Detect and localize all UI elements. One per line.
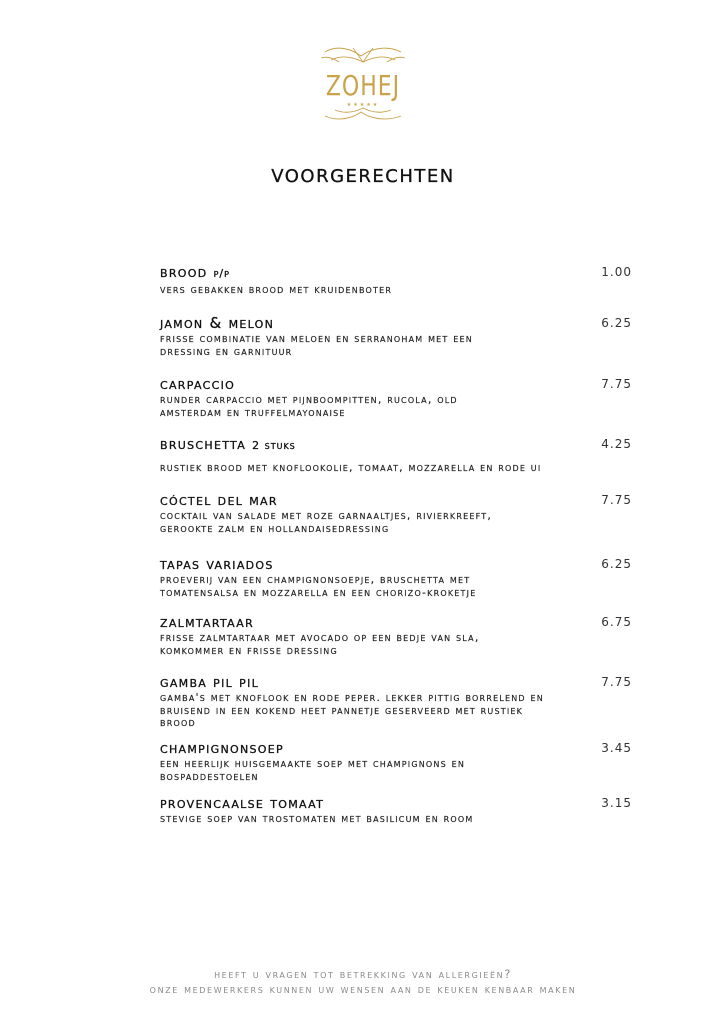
item-price: 3.45 [601, 741, 632, 755]
allergy-notice-line-2: onze medewerkers kunnen uw wensen aan de keuken kenbaar maken [149, 982, 577, 996]
item-name: cóctel del mar [160, 491, 278, 509]
item-name: carpaccio [160, 375, 236, 393]
item-name: jamon & melon [160, 314, 275, 332]
svg-text:★★★★★: ★★★★★ [346, 102, 380, 108]
item-price: 7.75 [601, 377, 632, 391]
item-description: frisse zalmtartaar met avocado op een bedje van sla, komkommer en frisse dressing [160, 631, 480, 657]
brand-logo [313, 40, 413, 125]
svg-text:ZOHEJ: ZOHEJ [325, 69, 401, 102]
menu-item-coctel-del-mar [160, 491, 632, 535]
item-price: 6.25 [601, 557, 632, 571]
item-description: gamba's met knoflook en rode peper. lekker pittig borrelend en bruisend in een kokend heet pannetje geserveerd met rustiek brood [160, 691, 544, 729]
menu-item-provencaalse-tomaat [160, 794, 632, 826]
item-price: 6.25 [601, 316, 632, 330]
item-price: 6.75 [601, 615, 632, 629]
item-name: brood [160, 263, 208, 281]
menu-item-brood [160, 263, 632, 297]
item-description: frisse combinatie van meloen en serranoham met een dressing en garnituur [160, 332, 473, 358]
item-description: cocktail van salade met roze garnaaltjes, rivierkreeft, gerookte zalm en hollandaisedressing [160, 509, 493, 535]
menu-item-jamon-melon [160, 314, 632, 358]
item-price: 7.75 [601, 675, 632, 689]
menu-item-tapas-variados [160, 555, 632, 599]
item-price: 7.75 [601, 493, 632, 507]
item-price: 3.15 [601, 796, 632, 810]
item-name: provencaalse tomaat [160, 794, 325, 812]
item-description: stevige soep van trostomaten met basilicum en room [160, 812, 474, 825]
item-description: proeverij van een champignonsoepje, bruschetta met tomatensalsa en mozzarella en een chorizo-kroketje [160, 573, 477, 599]
item-description: een heerlijk huisgemaakte soep met champignons en bospaddestoelen [160, 757, 466, 783]
menu-item-carpaccio [160, 375, 632, 419]
item-description: runder carpaccio met pijnboompitten, rucola, old amsterdam en truffelmayonaise [160, 393, 458, 419]
menu-item-champignonsoep [160, 739, 632, 783]
item-price: 1.00 [601, 265, 632, 279]
page-title: VOORGERECHTEN [271, 166, 455, 187]
item-name: gamba pil pil [160, 673, 260, 691]
menu-item-bruschetta [160, 435, 632, 475]
item-name: tapas variados [160, 555, 274, 573]
item-note: 2 stuks [252, 439, 296, 452]
zohej-logo-icon [313, 40, 413, 125]
item-description: rustiek brood met knoflookolie, tomaat, mozzarella en rode ui [160, 461, 542, 474]
item-note: p/p [213, 267, 230, 280]
menu-item-zalmtartaar [160, 613, 632, 657]
menu-item-gamba-pil-pil [160, 673, 632, 730]
allergy-notice [0, 967, 726, 997]
item-name: champignonsoep [160, 739, 284, 757]
item-description: vers gebakken brood met kruidenboter [160, 283, 393, 296]
item-name: bruschetta [160, 435, 247, 453]
allergy-notice-line-1: heeft u vragen tot betrekking van allergieën? [214, 967, 512, 981]
item-price: 4.25 [601, 437, 632, 451]
item-name: zalmtartaar [160, 613, 255, 631]
